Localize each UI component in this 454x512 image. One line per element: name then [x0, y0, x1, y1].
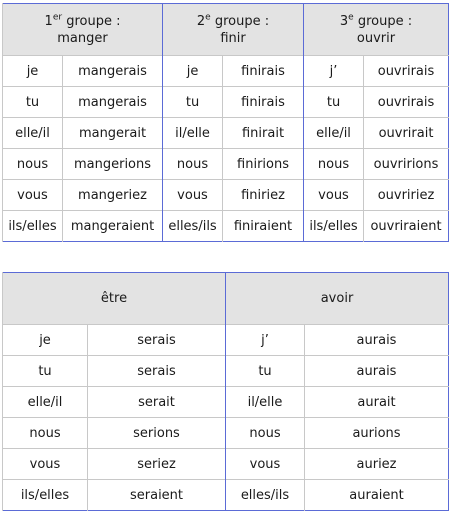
verb-form-cell: mangerait	[63, 118, 163, 149]
pronoun-cell: ils/elles	[3, 480, 88, 511]
pronoun-cell: elle/il	[3, 387, 88, 418]
table-row	[3, 480, 449, 511]
verb-form-cell: seraient	[88, 480, 226, 511]
pronoun-cell: nous	[163, 149, 223, 180]
table-header-row	[3, 4, 449, 56]
header-group-1	[3, 4, 163, 56]
pronoun-cell: elle/il	[304, 118, 364, 149]
table-row	[3, 87, 449, 118]
pronoun-cell: je	[3, 56, 63, 87]
verb-form-cell: mangeriez	[63, 180, 163, 211]
table-row	[3, 356, 449, 387]
pronoun-cell: nous	[3, 149, 63, 180]
table-row	[3, 118, 449, 149]
verb-form-cell: finiriez	[223, 180, 304, 211]
verb-form-cell: mangerions	[63, 149, 163, 180]
verb-form-cell: auraient	[305, 480, 449, 511]
header-word: groupe :	[66, 13, 121, 29]
pronoun-cell: tu	[163, 87, 223, 118]
header-avoir: avoir	[226, 273, 449, 325]
header-group-3	[304, 4, 449, 56]
verb-form-cell: mangerais	[63, 87, 163, 118]
pronoun-cell: je	[3, 325, 88, 356]
header-verb: ouvrir	[356, 30, 396, 46]
verb-form-cell: serais	[88, 325, 226, 356]
header-number: 3	[339, 13, 349, 29]
verb-form-cell: finirait	[223, 118, 304, 149]
table-row	[3, 449, 449, 480]
table-header-row	[3, 273, 449, 325]
table-row	[3, 56, 449, 87]
pronoun-cell: j’	[304, 56, 364, 87]
verb-form-cell: finirais	[223, 56, 304, 87]
verb-form-cell: serions	[88, 418, 226, 449]
pronoun-cell: il/elle	[226, 387, 305, 418]
pronoun-cell: vous	[3, 180, 63, 211]
pronoun-cell: ils/elles	[3, 211, 63, 242]
header-number: 2	[196, 13, 206, 29]
pronoun-cell: il/elle	[163, 118, 223, 149]
verb-form-cell: ouvriraient	[364, 211, 449, 242]
pronoun-cell: vous	[163, 180, 223, 211]
conjugation-table-groups	[2, 3, 449, 242]
verb-form-cell: serais	[88, 356, 226, 387]
conjugation-table-etre-avoir	[2, 272, 449, 511]
verb-form-cell: aurais	[305, 356, 449, 387]
verb-form-cell: finiraient	[223, 211, 304, 242]
header-superscript: er	[52, 12, 63, 23]
table-row	[3, 211, 449, 242]
verb-form-cell: auriez	[305, 449, 449, 480]
pronoun-cell: j’	[226, 325, 305, 356]
pronoun-cell: tu	[3, 87, 63, 118]
pronoun-cell: elles/ils	[226, 480, 305, 511]
pronoun-cell: nous	[3, 418, 88, 449]
pronoun-cell: tu	[226, 356, 305, 387]
table-row	[3, 180, 449, 211]
pronoun-cell: vous	[304, 180, 364, 211]
table-body	[3, 325, 449, 511]
verb-form-cell: finirais	[223, 87, 304, 118]
table-row	[3, 387, 449, 418]
header-word: groupe :	[357, 13, 413, 29]
pronoun-cell: nous	[304, 149, 364, 180]
table-row	[3, 418, 449, 449]
pronoun-cell: tu	[304, 87, 364, 118]
header-etre: être	[3, 273, 226, 325]
verb-form-cell: mangerais	[63, 56, 163, 87]
pronoun-cell: elle/il	[3, 118, 63, 149]
verb-form-cell: ouvrirais	[364, 87, 449, 118]
table-row	[3, 325, 449, 356]
verb-form-cell: finirions	[223, 149, 304, 180]
pronoun-cell: vous	[3, 449, 88, 480]
pronoun-cell: tu	[3, 356, 88, 387]
header-superscript: e	[348, 12, 354, 23]
verb-form-cell: ouvririons	[364, 149, 449, 180]
header-number: 1	[44, 13, 53, 29]
header-superscript: e	[205, 12, 211, 23]
table-row	[3, 149, 449, 180]
verb-form-cell: serait	[88, 387, 226, 418]
pronoun-cell: elles/ils	[163, 211, 223, 242]
pronoun-cell: je	[163, 56, 223, 87]
verb-form-cell: ouvrirais	[364, 56, 449, 87]
header-group-2	[163, 4, 304, 56]
header-word: groupe :	[214, 13, 270, 29]
table-body	[3, 56, 449, 242]
pronoun-cell: ils/elles	[304, 211, 364, 242]
verb-form-cell: aurais	[305, 325, 449, 356]
verb-form-cell: seriez	[88, 449, 226, 480]
pronoun-cell: vous	[226, 449, 305, 480]
pronoun-cell: nous	[226, 418, 305, 449]
header-verb: manger	[57, 30, 108, 46]
verb-form-cell: ouvrirait	[364, 118, 449, 149]
verb-form-cell: aurions	[305, 418, 449, 449]
verb-form-cell: ouvririez	[364, 180, 449, 211]
verb-form-cell: mangeraient	[63, 211, 163, 242]
header-verb: finir	[220, 30, 246, 46]
verb-form-cell: aurait	[305, 387, 449, 418]
